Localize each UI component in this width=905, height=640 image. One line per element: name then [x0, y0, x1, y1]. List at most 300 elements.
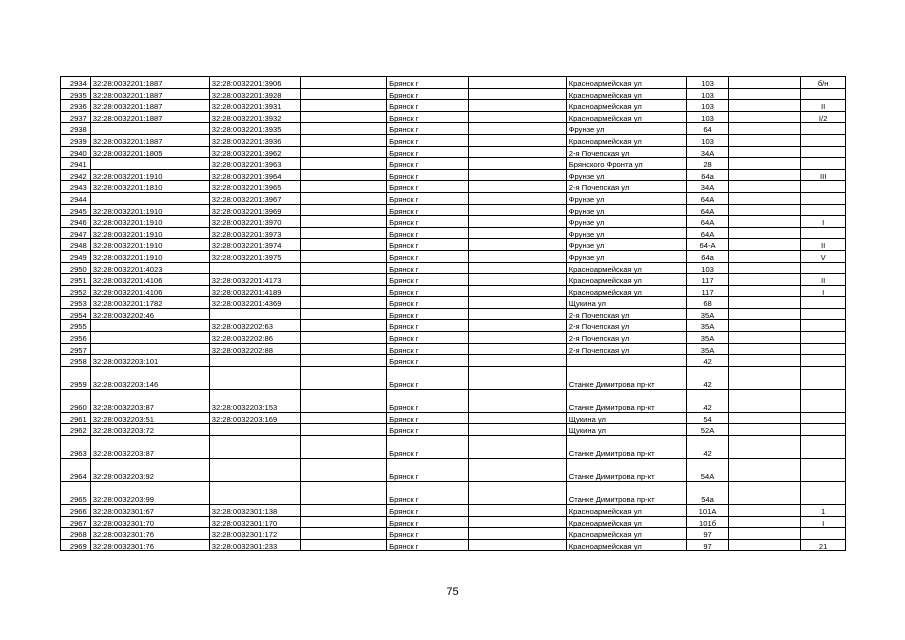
premises-cell — [801, 343, 846, 355]
premises-cell — [801, 123, 846, 135]
house-number-cell: 64а — [686, 250, 728, 262]
object-name-cell — [301, 111, 387, 123]
premises-cell — [801, 192, 846, 204]
building-cell — [729, 412, 801, 424]
locality-cell — [469, 539, 566, 551]
table-row — [61, 505, 846, 517]
premises-cell — [801, 528, 846, 540]
table-row — [61, 134, 846, 146]
table-row — [61, 482, 846, 505]
row-number-cell: 2946 — [61, 216, 91, 228]
building-cell — [729, 158, 801, 170]
table-row — [61, 158, 846, 170]
premises-cell: V — [801, 250, 846, 262]
object-name-cell — [301, 192, 387, 204]
street-cell: 2-я Почепская ул — [566, 332, 686, 344]
object-cadastral-cell: 32:28:0032201:3967 — [209, 192, 301, 204]
object-cadastral-cell: 32:28:0032201:3962 — [209, 146, 301, 158]
locality-cell — [469, 169, 566, 181]
premises-cell — [801, 459, 846, 482]
building-cell — [729, 262, 801, 274]
parcel-cadastral-cell — [90, 320, 209, 332]
city-cell: Брянск г — [387, 505, 469, 517]
table-row — [61, 77, 846, 89]
table-row — [61, 250, 846, 262]
street-cell: Красноармейская ул — [566, 285, 686, 297]
house-number-cell: 35А — [686, 320, 728, 332]
object-cadastral-cell: 32:28:0032201:4369 — [209, 297, 301, 309]
table-row — [61, 297, 846, 309]
street-cell: 2-я Почепская ул — [566, 146, 686, 158]
row-number-cell: 2947 — [61, 227, 91, 239]
row-number-cell: 2944 — [61, 192, 91, 204]
parcel-cadastral-cell: 32:28:0032201:1910 — [90, 169, 209, 181]
building-cell — [729, 482, 801, 505]
row-number-cell: 2943 — [61, 181, 91, 193]
object-cadastral-cell: 32:28:0032201:4173 — [209, 274, 301, 286]
object-cadastral-cell: 32:28:0032203:169 — [209, 412, 301, 424]
row-number-cell: 2956 — [61, 332, 91, 344]
street-cell: Фрунзе ул — [566, 250, 686, 262]
locality-cell — [469, 204, 566, 216]
building-cell — [729, 100, 801, 112]
street-cell: Станке Димитрова пр-кт — [566, 389, 686, 412]
object-name-cell — [301, 459, 387, 482]
house-number-cell: 103 — [686, 111, 728, 123]
table-row — [61, 366, 846, 389]
parcel-cadastral-cell: 32:28:0032203:92 — [90, 459, 209, 482]
street-cell: 2-я Почепская ул — [566, 343, 686, 355]
object-cadastral-cell: 32:28:0032201:3932 — [209, 111, 301, 123]
object-name-cell — [301, 274, 387, 286]
parcel-cadastral-cell: 32:28:0032203:146 — [90, 366, 209, 389]
locality-cell — [469, 389, 566, 412]
premises-cell — [801, 297, 846, 309]
building-cell — [729, 332, 801, 344]
premises-cell: I — [801, 285, 846, 297]
city-cell: Брянск г — [387, 516, 469, 528]
parcel-cadastral-cell: 32:28:0032201:1887 — [90, 100, 209, 112]
parcel-cadastral-cell: 32:28:0032201:1910 — [90, 204, 209, 216]
row-number-cell: 2969 — [61, 539, 91, 551]
object-cadastral-cell: 32:28:0032201:3906 — [209, 77, 301, 89]
object-name-cell — [301, 158, 387, 170]
city-cell: Брянск г — [387, 297, 469, 309]
parcel-cadastral-cell: 32:28:0032203:87 — [90, 436, 209, 459]
table-row — [61, 285, 846, 297]
row-number-cell: 2957 — [61, 343, 91, 355]
object-name-cell — [301, 355, 387, 367]
building-cell — [729, 308, 801, 320]
parcel-cadastral-cell: 32:28:0032201:1810 — [90, 181, 209, 193]
locality-cell — [469, 516, 566, 528]
object-cadastral-cell — [209, 308, 301, 320]
locality-cell — [469, 111, 566, 123]
house-number-cell: 117 — [686, 285, 728, 297]
parcel-cadastral-cell: 32:28:0032201:4106 — [90, 285, 209, 297]
page-number: 75 — [446, 586, 459, 598]
house-number-cell: 28 — [686, 158, 728, 170]
street-cell: Станке Димитрова пр-кт — [566, 459, 686, 482]
table-row — [61, 436, 846, 459]
parcel-cadastral-cell: 32:28:0032201:1805 — [90, 146, 209, 158]
premises-cell — [801, 482, 846, 505]
object-cadastral-cell: 32:28:0032201:3936 — [209, 134, 301, 146]
building-cell — [729, 181, 801, 193]
object-cadastral-cell: 32:28:0032201:3970 — [209, 216, 301, 228]
parcel-cadastral-cell: 32:28:0032201:1887 — [90, 77, 209, 89]
row-number-cell: 2945 — [61, 204, 91, 216]
object-name-cell — [301, 389, 387, 412]
row-number-cell: 2967 — [61, 516, 91, 528]
premises-cell: 1 — [801, 505, 846, 517]
premises-cell — [801, 308, 846, 320]
table-row — [61, 227, 846, 239]
street-cell: Красноармейская ул — [566, 77, 686, 89]
house-number-cell: 103 — [686, 77, 728, 89]
parcel-cadastral-cell: 32:28:0032301:76 — [90, 539, 209, 551]
object-name-cell — [301, 528, 387, 540]
row-number-cell: 2937 — [61, 111, 91, 123]
locality-cell — [469, 505, 566, 517]
object-name-cell — [301, 77, 387, 89]
street-cell: Фрунзе ул — [566, 227, 686, 239]
table-row — [61, 100, 846, 112]
table-row — [61, 308, 846, 320]
street-cell: Красноармейская ул — [566, 111, 686, 123]
city-cell: Брянск г — [387, 482, 469, 505]
parcel-cadastral-cell: 32:28:0032201:1910 — [90, 227, 209, 239]
locality-cell — [469, 343, 566, 355]
object-name-cell — [301, 332, 387, 344]
house-number-cell: 35А — [686, 332, 728, 344]
object-cadastral-cell: 32:28:0032201:3964 — [209, 169, 301, 181]
parcel-cadastral-cell: 32:28:0032203:51 — [90, 412, 209, 424]
house-number-cell: 34А — [686, 146, 728, 158]
row-number-cell: 2955 — [61, 320, 91, 332]
building-cell — [729, 146, 801, 158]
building-cell — [729, 77, 801, 89]
row-number-cell: 2935 — [61, 88, 91, 100]
locality-cell — [469, 366, 566, 389]
object-cadastral-cell: 32:28:0032201:3965 — [209, 181, 301, 193]
locality-cell — [469, 459, 566, 482]
table-row — [61, 123, 846, 135]
locality-cell — [469, 274, 566, 286]
city-cell: Брянск г — [387, 308, 469, 320]
city-cell: Брянск г — [387, 436, 469, 459]
locality-cell — [469, 146, 566, 158]
table-row — [61, 169, 846, 181]
object-name-cell — [301, 366, 387, 389]
street-cell: Фрунзе ул — [566, 204, 686, 216]
building-cell — [729, 192, 801, 204]
row-number-cell: 2934 — [61, 77, 91, 89]
object-name-cell — [301, 123, 387, 135]
building-cell — [729, 169, 801, 181]
house-number-cell: 42 — [686, 436, 728, 459]
row-number-cell: 2961 — [61, 412, 91, 424]
table-row — [61, 111, 846, 123]
row-number-cell: 2964 — [61, 459, 91, 482]
building-cell — [729, 250, 801, 262]
row-number-cell: 2938 — [61, 123, 91, 135]
house-number-cell: 42 — [686, 389, 728, 412]
city-cell: Брянск г — [387, 389, 469, 412]
object-cadastral-cell: 32:28:0032201:3975 — [209, 250, 301, 262]
house-number-cell: 42 — [686, 366, 728, 389]
object-name-cell — [301, 146, 387, 158]
locality-cell — [469, 123, 566, 135]
table-row — [61, 204, 846, 216]
premises-cell: I/2 — [801, 111, 846, 123]
parcel-cadastral-cell: 32:28:0032203:87 — [90, 389, 209, 412]
building-cell — [729, 320, 801, 332]
premises-cell — [801, 88, 846, 100]
house-number-cell: 64а — [686, 169, 728, 181]
object-name-cell — [301, 516, 387, 528]
building-cell — [729, 528, 801, 540]
locality-cell — [469, 216, 566, 228]
house-number-cell: 97 — [686, 539, 728, 551]
object-cadastral-cell: 32:28:0032201:3931 — [209, 100, 301, 112]
premises-cell — [801, 366, 846, 389]
locality-cell — [469, 412, 566, 424]
table-row — [61, 412, 846, 424]
premises-cell: I — [801, 516, 846, 528]
city-cell: Брянск г — [387, 181, 469, 193]
building-cell — [729, 111, 801, 123]
house-number-cell: 101А — [686, 505, 728, 517]
street-cell: Щукина ул — [566, 412, 686, 424]
table-row — [61, 192, 846, 204]
street-cell: Брянского Фронта ул — [566, 158, 686, 170]
object-name-cell — [301, 169, 387, 181]
city-cell: Брянск г — [387, 412, 469, 424]
table-row — [61, 332, 846, 344]
object-cadastral-cell: 32:28:0032201:3973 — [209, 227, 301, 239]
parcel-cadastral-cell — [90, 343, 209, 355]
building-cell — [729, 436, 801, 459]
locality-cell — [469, 424, 566, 436]
object-cadastral-cell — [209, 355, 301, 367]
house-number-cell: 34А — [686, 181, 728, 193]
object-cadastral-cell: 32:28:0032301:138 — [209, 505, 301, 517]
object-name-cell — [301, 297, 387, 309]
object-name-cell — [301, 262, 387, 274]
city-cell: Брянск г — [387, 262, 469, 274]
house-number-cell: 64А — [686, 192, 728, 204]
premises-cell — [801, 262, 846, 274]
locality-cell — [469, 308, 566, 320]
city-cell: Брянск г — [387, 111, 469, 123]
house-number-cell: 42 — [686, 355, 728, 367]
street-cell: Фрунзе ул — [566, 239, 686, 251]
locality-cell — [469, 239, 566, 251]
building-cell — [729, 204, 801, 216]
street-cell: Станке Димитрова пр-кт — [566, 366, 686, 389]
row-number-cell: 2942 — [61, 169, 91, 181]
street-cell: Красноармейская ул — [566, 516, 686, 528]
city-cell: Брянск г — [387, 239, 469, 251]
building-cell — [729, 227, 801, 239]
city-cell: Брянск г — [387, 355, 469, 367]
building-cell — [729, 505, 801, 517]
premises-cell: 21 — [801, 539, 846, 551]
house-number-cell: 64 — [686, 123, 728, 135]
table-row — [61, 539, 846, 551]
premises-cell: б/н — [801, 77, 846, 89]
object-name-cell — [301, 505, 387, 517]
house-number-cell: 101б — [686, 516, 728, 528]
building-cell — [729, 123, 801, 135]
row-number-cell: 2936 — [61, 100, 91, 112]
street-cell: Фрунзе ул — [566, 216, 686, 228]
street-cell: Фрунзе ул — [566, 123, 686, 135]
building-cell — [729, 424, 801, 436]
table-row — [61, 274, 846, 286]
row-number-cell: 2948 — [61, 239, 91, 251]
house-number-cell: 117 — [686, 274, 728, 286]
table-row — [61, 88, 846, 100]
house-number-cell: 103 — [686, 134, 728, 146]
premises-cell — [801, 134, 846, 146]
premises-cell — [801, 181, 846, 193]
house-number-cell: 52А — [686, 424, 728, 436]
row-number-cell: 2960 — [61, 389, 91, 412]
city-cell: Брянск г — [387, 204, 469, 216]
row-number-cell: 2950 — [61, 262, 91, 274]
table-row — [61, 181, 846, 193]
city-cell: Брянск г — [387, 424, 469, 436]
table-row — [61, 355, 846, 367]
street-cell: Станке Димитрова пр-кт — [566, 482, 686, 505]
street-cell: Красноармейская ул — [566, 274, 686, 286]
building-cell — [729, 459, 801, 482]
house-number-cell: 103 — [686, 88, 728, 100]
locality-cell — [469, 297, 566, 309]
object-name-cell — [301, 204, 387, 216]
premises-cell — [801, 320, 846, 332]
building-cell — [729, 285, 801, 297]
parcel-cadastral-cell: 32:28:0032201:1887 — [90, 134, 209, 146]
building-cell — [729, 389, 801, 412]
parcel-cadastral-cell: 32:28:0032203:101 — [90, 355, 209, 367]
city-cell: Брянск г — [387, 88, 469, 100]
table-row — [61, 216, 846, 228]
premises-cell — [801, 424, 846, 436]
city-cell: Брянск г — [387, 227, 469, 239]
locality-cell — [469, 436, 566, 459]
building-cell — [729, 297, 801, 309]
building-cell — [729, 516, 801, 528]
row-number-cell: 2952 — [61, 285, 91, 297]
table-row — [61, 262, 846, 274]
object-cadastral-cell — [209, 366, 301, 389]
street-cell: Красноармейская ул — [566, 100, 686, 112]
object-cadastral-cell — [209, 482, 301, 505]
locality-cell — [469, 134, 566, 146]
premises-cell — [801, 204, 846, 216]
city-cell: Брянск г — [387, 169, 469, 181]
street-cell: Красноармейская ул — [566, 539, 686, 551]
building-cell — [729, 216, 801, 228]
object-cadastral-cell: 32:28:0032201:3974 — [209, 239, 301, 251]
parcel-cadastral-cell: 32:28:0032201:1910 — [90, 250, 209, 262]
city-cell: Брянск г — [387, 100, 469, 112]
parcel-cadastral-cell — [90, 123, 209, 135]
object-name-cell — [301, 227, 387, 239]
row-number-cell: 2941 — [61, 158, 91, 170]
table-row — [61, 516, 846, 528]
street-cell: Красноармейская ул — [566, 262, 686, 274]
house-number-cell: 64-А — [686, 239, 728, 251]
object-cadastral-cell: 32:28:0032202:86 — [209, 332, 301, 344]
object-cadastral-cell: 32:28:0032201:3935 — [209, 123, 301, 135]
street-cell: Щукина ул — [566, 297, 686, 309]
street-cell: 2-я Почепская ул — [566, 181, 686, 193]
object-name-cell — [301, 239, 387, 251]
house-number-cell: 64А — [686, 216, 728, 228]
building-cell — [729, 274, 801, 286]
locality-cell — [469, 332, 566, 344]
locality-cell — [469, 227, 566, 239]
row-number-cell: 2953 — [61, 297, 91, 309]
object-name-cell — [301, 216, 387, 228]
street-cell: Станке Димитрова пр-кт — [566, 436, 686, 459]
house-number-cell: 68 — [686, 297, 728, 309]
row-number-cell: 2954 — [61, 308, 91, 320]
locality-cell — [469, 285, 566, 297]
parcel-cadastral-cell: 32:28:0032201:1887 — [90, 88, 209, 100]
building-cell — [729, 88, 801, 100]
house-number-cell: 103 — [686, 262, 728, 274]
house-number-cell: 35А — [686, 343, 728, 355]
house-number-cell: 64А — [686, 227, 728, 239]
table-row — [61, 146, 846, 158]
table-row — [61, 343, 846, 355]
locality-cell — [469, 158, 566, 170]
parcel-cadastral-cell — [90, 158, 209, 170]
table-row — [61, 528, 846, 540]
city-cell: Брянск г — [387, 123, 469, 135]
building-cell — [729, 366, 801, 389]
object-cadastral-cell — [209, 262, 301, 274]
premises-cell: II — [801, 100, 846, 112]
locality-cell — [469, 192, 566, 204]
parcel-cadastral-cell: 32:28:0032201:4023 — [90, 262, 209, 274]
locality-cell — [469, 250, 566, 262]
table-row — [61, 239, 846, 251]
object-name-cell — [301, 539, 387, 551]
parcel-cadastral-cell: 32:28:0032301:67 — [90, 505, 209, 517]
building-cell — [729, 539, 801, 551]
row-number-cell: 2951 — [61, 274, 91, 286]
street-cell: Красноармейская ул — [566, 505, 686, 517]
premises-cell: III — [801, 169, 846, 181]
city-cell: Брянск г — [387, 146, 469, 158]
city-cell: Брянск г — [387, 158, 469, 170]
table-row — [61, 320, 846, 332]
parcel-cadastral-cell: 32:28:0032203:99 — [90, 482, 209, 505]
table-row — [61, 424, 846, 436]
house-number-cell: 54а — [686, 482, 728, 505]
parcel-cadastral-cell: 32:28:0032201:4106 — [90, 274, 209, 286]
city-cell: Брянск г — [387, 134, 469, 146]
street-cell — [566, 355, 686, 367]
row-number-cell: 2939 — [61, 134, 91, 146]
street-cell: Щукина ул — [566, 424, 686, 436]
